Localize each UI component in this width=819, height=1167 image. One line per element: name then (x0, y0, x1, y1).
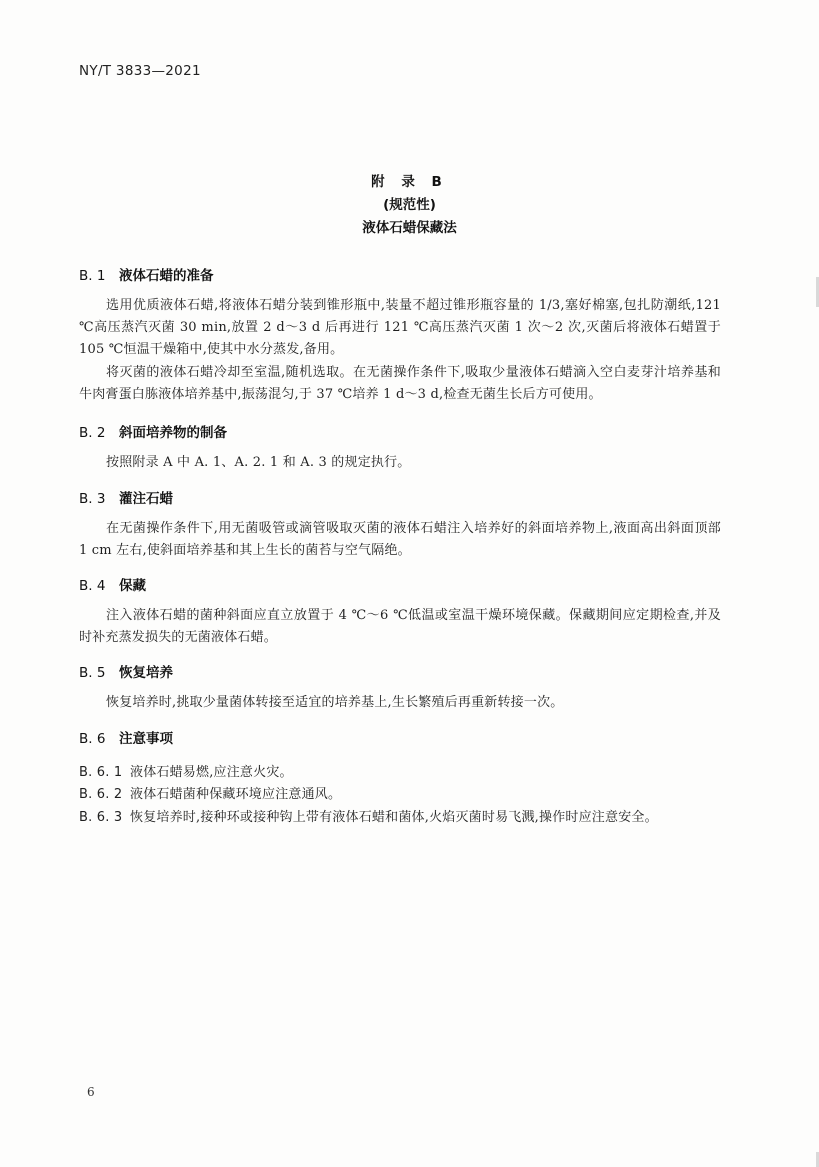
section-heading-b4 (79, 574, 146, 594)
section-number: B. 4 (79, 578, 106, 594)
section-title: 液体石蜡的准备 (119, 268, 214, 284)
appendix-title: 附 录 B (371, 174, 448, 190)
section-heading-b5 (79, 661, 173, 681)
note-text: 液体石蜡易燃,应注意火灾。 (130, 765, 293, 780)
section-title: 注意事项 (119, 731, 173, 747)
section-heading-b2 (79, 421, 227, 441)
note-number: B. 6. 2 (79, 787, 123, 802)
section-title: 灌注石蜡 (119, 491, 173, 507)
section-number: B. 6 (79, 731, 106, 747)
section-number: B. 5 (79, 665, 106, 681)
section-heading-b3 (79, 487, 173, 507)
page-number: 6 (87, 1085, 95, 1099)
paragraph: 在无菌操作条件下,用无菌吸管或滴管吸取灭菌的液体石蜡注入培养好的斜面培养物上,液面高出斜面顶部 1 cm 左右,使斜面培养基和其上生长的菌苔与空气隔绝。 (79, 521, 721, 558)
paragraph: 选用优质液体石蜡,将液体石蜡分装到锥形瓶中,装量不超过锥形瓶容量的 1/3,塞好棉塞,包扎防潮纸,121 ℃高压蒸汽灭菌 30 min,放置 2 d～3 d 后再进行 121 ℃高压蒸汽灭菌 1 次～2 次,灭菌后将液体石蜡置于 105 ℃恒温干燥箱中,使其中水分蒸发,备用。 (79, 298, 721, 357)
section-title: 恢复培养 (119, 665, 173, 681)
note-item (79, 806, 658, 825)
paragraph: 注入液体石蜡的菌种斜面应直立放置于 4 ℃～6 ℃低温或室温干燥环境保藏。保藏期间应定期检查,并及时补充蒸发损失的无菌液体石蜡。 (79, 608, 721, 645)
appendix-type: (规范性) (383, 197, 436, 213)
appendix-name: 液体石蜡保藏法 (362, 220, 457, 236)
paragraph: 恢复培养时,挑取少量菌体转接至适宜的培养基上,生长繁殖后再重新转接一次。 (106, 695, 564, 710)
section-title: 保藏 (119, 578, 146, 594)
note-number: B. 6. 1 (79, 765, 123, 780)
note-item (79, 761, 293, 780)
standard-code: NY/T 3833—2021 (79, 63, 201, 79)
section-heading-b1 (79, 264, 214, 284)
section-number: B. 3 (79, 491, 106, 507)
section-heading-b6 (79, 727, 173, 747)
paragraph: 将灭菌的液体石蜡冷却至室温,随机选取。在无菌操作条件下,吸取少量液体石蜡滴入空白麦芽汁培养基和牛肉膏蛋白胨液体培养基中,振荡混匀,于 37 ℃培养 1 d～3 d,检查无菌生长后方可使用。 (79, 365, 721, 402)
section-number: B. 1 (79, 268, 106, 284)
paragraph: 按照附录 A 中 A. 1、A. 2. 1 和 A. 3 的规定执行。 (106, 455, 411, 470)
section-number: B. 2 (79, 425, 106, 441)
note-number: B. 6. 3 (79, 810, 123, 825)
note-text: 液体石蜡菌种保藏环境应注意通风。 (130, 787, 342, 802)
note-item (79, 783, 341, 802)
section-title: 斜面培养物的制备 (119, 425, 227, 441)
note-text: 恢复培养时,接种环或接种钩上带有液体石蜡和菌体,火焰灭菌时易飞溅,操作时应注意安全。 (130, 810, 658, 825)
